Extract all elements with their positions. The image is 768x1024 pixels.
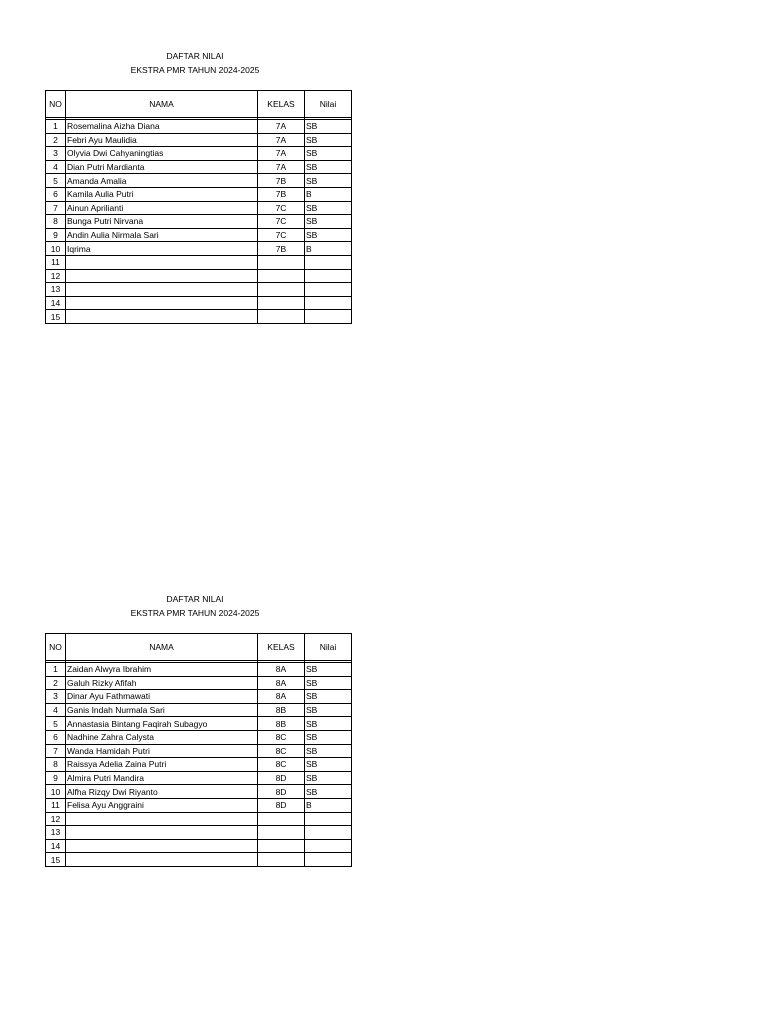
cell-kelas: 7A <box>258 133 305 147</box>
cell-no: 10 <box>46 785 66 799</box>
cell-kelas <box>258 310 305 324</box>
document-subtitle: EKSTRA PMR TAHUN 2024-2025 <box>130 608 260 618</box>
cell-kelas <box>258 255 305 269</box>
table-row <box>46 228 352 242</box>
cell-nama <box>66 283 258 297</box>
cell-kelas: 8A <box>258 676 305 690</box>
table-row <box>46 690 352 704</box>
cell-nama: Ganis Indah Nurmala Sari <box>66 703 258 717</box>
table-row <box>46 133 352 147</box>
cell-nama: Iqrima <box>66 242 258 256</box>
grade-list-block-2 <box>45 592 345 867</box>
table-row <box>46 255 352 269</box>
table-row <box>46 174 352 188</box>
document-title: DAFTAR NILAI <box>166 51 224 61</box>
cell-nilai: B <box>305 242 352 256</box>
cell-kelas: 8D <box>258 798 305 812</box>
table-row <box>46 703 352 717</box>
table-row <box>46 717 352 731</box>
header-nilai: Nilai <box>305 634 352 661</box>
cell-nilai: SB <box>305 676 352 690</box>
table-row <box>46 839 352 853</box>
cell-kelas: 8D <box>258 785 305 799</box>
header-kelas: KELAS <box>258 91 305 118</box>
cell-no: 5 <box>46 174 66 188</box>
cell-nama <box>66 269 258 283</box>
table-row <box>46 120 352 134</box>
cell-kelas: 8D <box>258 771 305 785</box>
cell-nama: Felisa Ayu Anggraini <box>66 798 258 812</box>
cell-nilai <box>305 812 352 826</box>
cell-nilai <box>305 269 352 283</box>
header-nama: NAMA <box>66 634 258 661</box>
cell-nilai <box>305 255 352 269</box>
table-row <box>46 785 352 799</box>
cell-nilai: SB <box>305 785 352 799</box>
cell-no: 12 <box>46 812 66 826</box>
cell-nilai: SB <box>305 758 352 772</box>
cell-no: 3 <box>46 147 66 161</box>
cell-no: 1 <box>46 120 66 134</box>
table-row <box>46 771 352 785</box>
cell-nama <box>66 296 258 310</box>
cell-no: 6 <box>46 187 66 201</box>
cell-nama: Almira Putri Mandira <box>66 771 258 785</box>
cell-no: 7 <box>46 744 66 758</box>
cell-nama <box>66 826 258 840</box>
cell-nilai: SB <box>305 228 352 242</box>
cell-nama: Galuh Rizky Afifah <box>66 676 258 690</box>
cell-nama: Amanda Amalia <box>66 174 258 188</box>
header-no: NO <box>46 634 66 661</box>
cell-no: 11 <box>46 255 66 269</box>
table-row <box>46 812 352 826</box>
cell-kelas <box>258 812 305 826</box>
cell-kelas: 7A <box>258 147 305 161</box>
table-row <box>46 147 352 161</box>
cell-no: 15 <box>46 310 66 324</box>
cell-kelas: 8C <box>258 758 305 772</box>
header-nama: NAMA <box>66 91 258 118</box>
cell-kelas <box>258 296 305 310</box>
cell-nilai: SB <box>305 663 352 677</box>
table-row <box>46 798 352 812</box>
cell-nilai: SB <box>305 147 352 161</box>
cell-nama: Zaidan Alwyra Ibrahim <box>66 663 258 677</box>
cell-kelas <box>258 839 305 853</box>
cell-nama: Dian Putri Mardianta <box>66 160 258 174</box>
cell-nama <box>66 812 258 826</box>
cell-nilai <box>305 296 352 310</box>
cell-no: 8 <box>46 758 66 772</box>
cell-nilai <box>305 853 352 867</box>
cell-nama: Ainun Aprilianti <box>66 201 258 215</box>
table-row <box>46 296 352 310</box>
cell-kelas: 7B <box>258 242 305 256</box>
cell-nilai: SB <box>305 120 352 134</box>
table-row <box>46 676 352 690</box>
cell-nama: Andin Aulia Nirmala Sari <box>66 228 258 242</box>
cell-nama: Bunga Putri Nirvana <box>66 215 258 229</box>
table-row <box>46 853 352 867</box>
table-row <box>46 663 352 677</box>
cell-no: 10 <box>46 242 66 256</box>
cell-no: 9 <box>46 771 66 785</box>
cell-no: 3 <box>46 690 66 704</box>
grade-table <box>45 90 352 324</box>
table-row <box>46 826 352 840</box>
cell-nilai <box>305 310 352 324</box>
cell-kelas: 7A <box>258 120 305 134</box>
cell-nilai: SB <box>305 215 352 229</box>
cell-kelas: 8B <box>258 703 305 717</box>
cell-no: 9 <box>46 228 66 242</box>
grade-table <box>45 633 352 867</box>
cell-no: 8 <box>46 215 66 229</box>
cell-nama: Olyvia Dwi Cahyaningtias <box>66 147 258 161</box>
cell-nilai: SB <box>305 160 352 174</box>
cell-nilai: B <box>305 187 352 201</box>
cell-nama: Wanda Hamidah Putri <box>66 744 258 758</box>
cell-nama: Alfha Rizqy Dwi Riyanto <box>66 785 258 799</box>
cell-nama: Nadhine Zahra Calysta <box>66 730 258 744</box>
cell-nilai <box>305 826 352 840</box>
cell-no: 15 <box>46 853 66 867</box>
cell-no: 2 <box>46 676 66 690</box>
table-row <box>46 242 352 256</box>
document-subtitle: EKSTRA PMR TAHUN 2024-2025 <box>130 65 260 75</box>
cell-kelas <box>258 853 305 867</box>
cell-nama <box>66 310 258 324</box>
cell-kelas <box>258 826 305 840</box>
table-row <box>46 744 352 758</box>
cell-nama: Febri Ayu Maulidia <box>66 133 258 147</box>
table-row <box>46 730 352 744</box>
table-row <box>46 310 352 324</box>
table-row <box>46 187 352 201</box>
cell-no: 11 <box>46 798 66 812</box>
cell-kelas <box>258 283 305 297</box>
cell-no: 2 <box>46 133 66 147</box>
cell-nilai: SB <box>305 730 352 744</box>
cell-nilai: SB <box>305 744 352 758</box>
cell-nilai <box>305 839 352 853</box>
grade-list-block-1 <box>45 49 345 324</box>
cell-no: 12 <box>46 269 66 283</box>
header-kelas: KELAS <box>258 634 305 661</box>
cell-no: 6 <box>46 730 66 744</box>
cell-kelas: 8C <box>258 744 305 758</box>
cell-kelas: 7C <box>258 201 305 215</box>
cell-nama <box>66 853 258 867</box>
cell-no: 7 <box>46 201 66 215</box>
cell-no: 1 <box>46 663 66 677</box>
cell-no: 13 <box>46 826 66 840</box>
cell-kelas <box>258 269 305 283</box>
cell-no: 13 <box>46 283 66 297</box>
cell-nama <box>66 839 258 853</box>
cell-kelas: 7C <box>258 215 305 229</box>
cell-nilai: SB <box>305 133 352 147</box>
cell-nilai: B <box>305 798 352 812</box>
cell-nilai: SB <box>305 690 352 704</box>
cell-nama <box>66 255 258 269</box>
cell-kelas: 8C <box>258 730 305 744</box>
cell-kelas: 7C <box>258 228 305 242</box>
cell-nama: Annastasia Bintang Faqirah Subagyo <box>66 717 258 731</box>
cell-nama: Raissya Adelia Zaina Putri <box>66 758 258 772</box>
cell-nilai: SB <box>305 771 352 785</box>
header-no: NO <box>46 91 66 118</box>
table-row <box>46 283 352 297</box>
cell-kelas: 7B <box>258 174 305 188</box>
cell-nama: Dinar Ayu Fathmawati <box>66 690 258 704</box>
table-row <box>46 215 352 229</box>
cell-nilai: SB <box>305 703 352 717</box>
cell-no: 4 <box>46 160 66 174</box>
cell-no: 5 <box>46 717 66 731</box>
table-header-row <box>46 91 352 118</box>
cell-nilai: SB <box>305 201 352 215</box>
cell-nilai: SB <box>305 174 352 188</box>
cell-no: 14 <box>46 839 66 853</box>
table-header-row <box>46 634 352 661</box>
cell-no: 4 <box>46 703 66 717</box>
table-row <box>46 160 352 174</box>
cell-nama: Kamila Aulia Putri <box>66 187 258 201</box>
cell-no: 14 <box>46 296 66 310</box>
cell-kelas: 8A <box>258 690 305 704</box>
table-row <box>46 201 352 215</box>
document-title: DAFTAR NILAI <box>166 594 224 604</box>
cell-kelas: 8A <box>258 663 305 677</box>
cell-nilai <box>305 283 352 297</box>
cell-kelas: 7B <box>258 187 305 201</box>
cell-kelas: 8B <box>258 717 305 731</box>
table-row <box>46 269 352 283</box>
cell-kelas: 7A <box>258 160 305 174</box>
table-row <box>46 758 352 772</box>
header-nilai: Nilai <box>305 91 352 118</box>
cell-nilai: SB <box>305 717 352 731</box>
cell-nama: Rosemalina Aizha Diana <box>66 120 258 134</box>
